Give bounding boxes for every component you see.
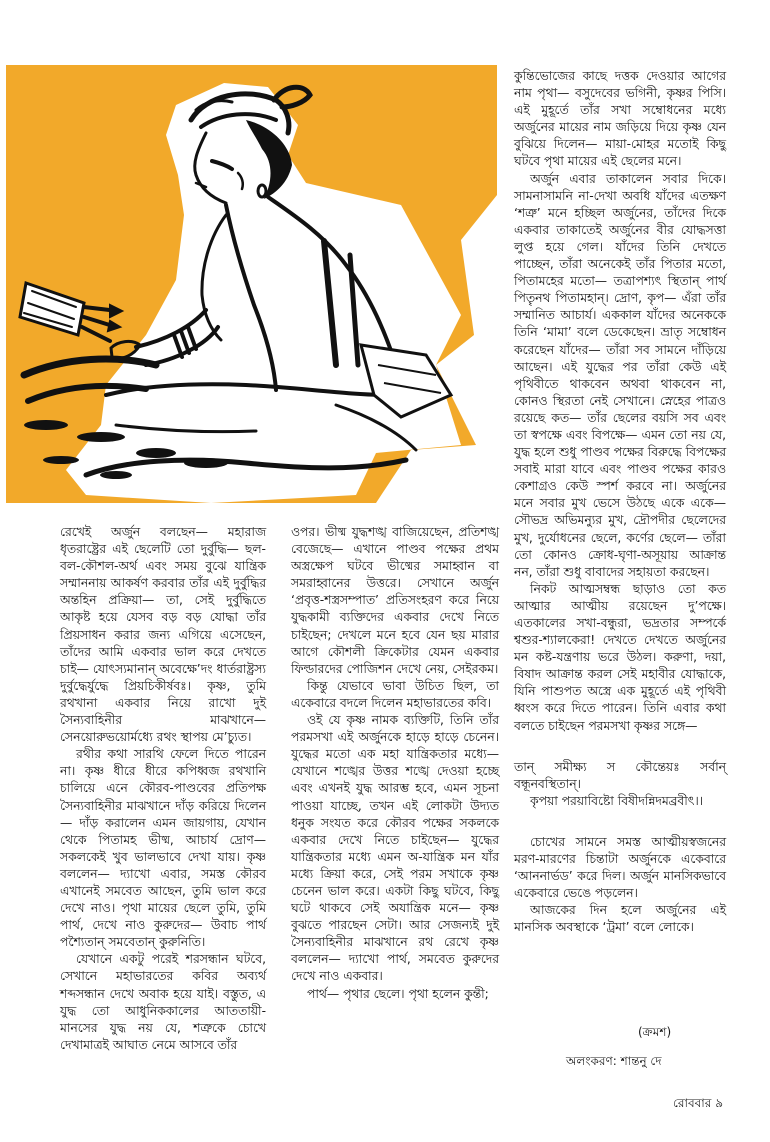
illustration-arjuna-grieving bbox=[6, 65, 497, 503]
paragraph: কিন্তু যেভাবে ভাবা উচিত ছিল, তা একেবারে বদলে দিলেন মহাভারতের কবি। bbox=[291, 678, 499, 710]
article-column-left bbox=[60, 524, 266, 1054]
paragraph: ওপর। ভীষ্ম যুদ্ধশঙ্খ বাজিয়েছেন, প্রতিশঙ্খ বেজেছে— এখানে পাণ্ডব পক্ষের প্রথম অস্ত্রক্ষেপ ঘটবে ভীষ্মের সমাহ্বান বা সমরাহ্বানের উত্তরে। সেখানে অর্জুন ‘প্রবৃত্ত-শস্ত্রসম্পাত’ প্রতিসংহরণ করে নিয়ে যুদ্ধকামী ব্যক্তিদের একবার দেখে নিতে চাইছেন; দেখলে মনে হবে যেন ছয় মারার আগে কৌশলী ক্রিকেটার যেমন একবার ফিল্ডারদের পোজিশন দেখে নেয়, সেইরকম। bbox=[291, 525, 499, 676]
paragraph: রথীর কথা সারথি ফেলে দিতে পারেন না। কৃষ্ণ ধীরে ধীরে কপিধ্বজ রথখানি চালিয়ে এনে কৌরব-পাণ্ডবের প্রতিপক্ষ সৈন্যবাহিনীর মাঝখানে দাঁড় করিয়ে দিলেন— দাঁড় করালেন এমন জায়গায়, যেখান থেকে পিতামহ ভীষ্ম, আচার্য দ্রোণ— সকলকেই খুব ভালভাবে দেখা যায়। কৃষ্ণ বললেন— দ্যাখো এবার, সমস্ত কৌরব এখানেই সমবেত আছেন, তুমি ভাল করে দেখে নাও। পৃথা মায়ের ছেলে তুমি, তুমি পার্থ, দেখে নাও কুরুদের— উবাচ পার্থ পশ্যৈতান্‌ সমবেতান্‌ কুরুনিতি। bbox=[60, 747, 266, 950]
sanskrit-verse-line: তান্‌ সমীক্ষ্য স কৌন্তেয়ঃ সর্বান্‌ বন্ধূনবস্থিতান্‌। bbox=[514, 759, 726, 791]
illustration-credit: অলংকরণ: শান্তনু দে bbox=[566, 1054, 662, 1068]
continued-label: (ক্রমশ) bbox=[638, 1025, 672, 1039]
paragraph: ওই যে কৃষ্ণ নামক ব্যক্তিটি, তিনি তাঁর পরমসখা এই অর্জুনকে হাড়ে হাড়ে চেনেন। যুদ্ধের মতো এক মহা যান্ত্রিকতার মধ্যে— যেখানে শঙ্খের উত্তর শঙ্খে দেওয়া হচ্ছে এবং এখনই যুদ্ধ আরম্ভ হবে, এমন সূচনা পাওয়া যাচ্ছে, তখন এই লোকটা উদ্যত ধনুক সংযত করে কৌরব পক্ষের সকলকে একবার দেখে নিতে চাইছেন— যুদ্ধের যান্ত্রিকতার মধ্যে এমন অ-যান্ত্রিক মন যাঁর মধ্যে ক্রিয়া করে, সেই পরম সখাকে কৃষ্ণ চেনেন ভাল করে। একটা কিছু ঘটবে, কিছু ঘটে থাকবে সেই অযান্ত্রিক মনে— কৃষ্ণ বুঝতে পারছেন সেটা। আর সেজন্যই দুই সৈন্যবাহিনীর মাঝখানে রথ রেখে কৃষ্ণ বললেন— দ্যাখো পার্থ, সমবেত কুরুদের দেখে নাও একবার। bbox=[291, 713, 499, 984]
paragraph: কুন্তিভোজের কাছে দত্তক দেওয়ার আগের নাম পৃথা— বসুদেবের ভগিনী, কৃষ্ণর পিসি। এই মুহূর্তে তাঁর সখা সম্বোধনের মধ্যে অর্জুনের মায়ের নাম জড়িয়ে দিয়ে কৃষ্ণ যেন বুঝিয়ে দিলেন— মায়া-মোহর মতোই কিছু ঘটবে পৃথা মায়ের এই ছেলের মনে। bbox=[514, 69, 726, 169]
paragraph: পার্থ— পৃথার ছেলে। পৃথা হলেন কুন্তী; bbox=[307, 986, 489, 1001]
article-column-middle bbox=[291, 524, 499, 1003]
article-column-right bbox=[514, 68, 726, 937]
paragraph: চোখের সামনে সমস্ত আত্মীয়স্বজনের মরণ-মারণের চিন্তাটা অর্জুনকে একেবারে ‘আননার্ভড’ করে দিল। অর্জুন মানসিকভাবে একেবারে ভেঙে পড়লেন। bbox=[514, 834, 726, 901]
paragraph: যেখানে একটু পরেই শরসন্ধান ঘটবে, সেখানে মহাভারতের কবির অব্যর্থ শব্দসন্ধান দেখে অবাক হয়ে যাই। বস্তুত, এ যুদ্ধ তো আধুনিককালের আততায়ী-মানসের যুদ্ধ নয় যে, শত্রুকে চোখে দেখামাত্রই আঘাত নেমে আসবে তাঁর bbox=[60, 952, 266, 1052]
paragraph: অর্জুন এবার তাকালেন সবার দিকে। সামনাসামনি না-দেখা অবধি যাঁদের এতক্ষণ ‘শত্রু’ মনে হচ্ছিল অর্জুনের, তাঁদের দিকে একবার তাকাতেই অর্জুনের বীর যোদ্ধসত্তা লুপ্ত হয়ে গেল। যাঁদের তিনি দেখতে পাচ্ছেন, তাঁরা অনেকেই তাঁর পিতার মতো, পিতামহের মতো— তত্রাপশ্যৎ স্থিতান্‌ পার্থ পিতৄনথ পিতামহান্‌। দ্রোণ, কৃপ— এঁরা তাঁর সম্মানিত আচার্য। এককাল যাঁদের অনেককে তিনি ‘মামা’ বলে ডেকেছেন। ভ্রাতৃ সম্বোধন করেছেন যাঁদের— তাঁরা সব সামনে দাঁড়িয়ে আছেন। এই যুদ্ধের পর তাঁরা কেউ এই পৃথিবীতে থাকবেন অথবা থাকবেন না, কোনও স্থিরতা নেই সেখানে। স্নেহের পাত্রও রয়েছে কত— তাঁর ছেলের বয়সি সব এবং তা স্বপক্ষে এবং বিপক্ষে— এমন তো নয় যে, যুদ্ধ হলে শুধু পাণ্ডব পক্ষের বিরুদ্ধে বিপক্ষের সবাই মারা যাবে এবং পাণ্ডব পক্ষের কারও কেশাগ্রও কেউ স্পর্শ করবে না। অর্জুনের মনে সবার মুখ ভেসে উঠছে একে একে— সৌভদ্র অভিমন্যুর মুখ, দ্রৌপদীর ছেলেদের মুখ, দুর্যোধনের ছেলে, কর্ণের ছেলে— তাঁরা তো কোনও ক্রোধ-ঘৃণা-অসূয়ায় আক্রান্ত নন, তাঁরা শুধু বাবাদের সহায়তা করছেন। bbox=[514, 171, 726, 579]
paragraph: রেখেই অর্জুন বলছেন— মহারাজ ধৃতরাষ্ট্রের এই ছেলেটি তো দুর্বুদ্ধি— ছল-বল-কৌশল-অর্থ এবং সময় বুঝে যান্ত্রিক সম্মাননায় আকর্ষণ করবার তাঁর এই দুর্বুদ্ধির অন্তহিন প্রক্রিয়া— তা, সেই দুর্বুদ্ধিতে আকৃষ্ট হয়ে যেসব বড় বড় যোদ্ধা তাঁর প্রিয়সাধন করার জন্য এগিয়ে এসেছেন, তাঁদের আমি একবার ভাল করে দেখতে চাই— যোৎস্যমানান্‌ অবেক্ষে’দং ধার্তরাষ্ট্রস্য দুর্বুদ্ধের্যুদ্ধে প্রিয়চিকীর্ষবঃ। কৃষ্ণ, তুমি রথখানা একবার নিয়ে রাখো দুই সৈন্যবাহিনীর মাঝখানে— সেনয়োরুভয়োর্মধ্যে রথং স্থাপয় মে’চ্যুত। bbox=[60, 525, 266, 745]
paragraph: নিকট আত্মসম্বন্ধ ছাড়াও তো কত আত্মার আত্মীয় রয়েছেন দু’পক্ষে। এতকালের সখা-বন্ধুরা, ভদ্রতার সম্পর্কে শ্বশুর-শ্যালকেরা! দেখতে দেখতে অর্জুনের মন কষ্ট-যন্ত্রণায় ভরে উঠল। করুণা, দয়া, বিষাদ আক্রান্ত করল সেই মহাবীর যোদ্ধাকে, যিনি পাশুপত অস্ত্রে এক মুহূর্তে এই পৃথিবী ধ্বংস করে দিতে পারেন। তিনি এবার কথা বলতে চাইছেন পরমসখা কৃষ্ণর সঙ্গে— bbox=[514, 581, 726, 733]
arjuna-illustration-drawing bbox=[6, 65, 497, 503]
paragraph: আজকের দিন হলে অর্জুনের এই মানসিক অবস্থাকে ‘ট্রমা’ বলে লোকে। bbox=[514, 903, 726, 935]
page-folio: রোববার ৯ bbox=[673, 1096, 723, 1110]
sanskrit-verse-line: কৃপয়া পরয়াবিষ্টো বিষীদন্নিদমব্রবীৎ।। bbox=[530, 793, 704, 808]
